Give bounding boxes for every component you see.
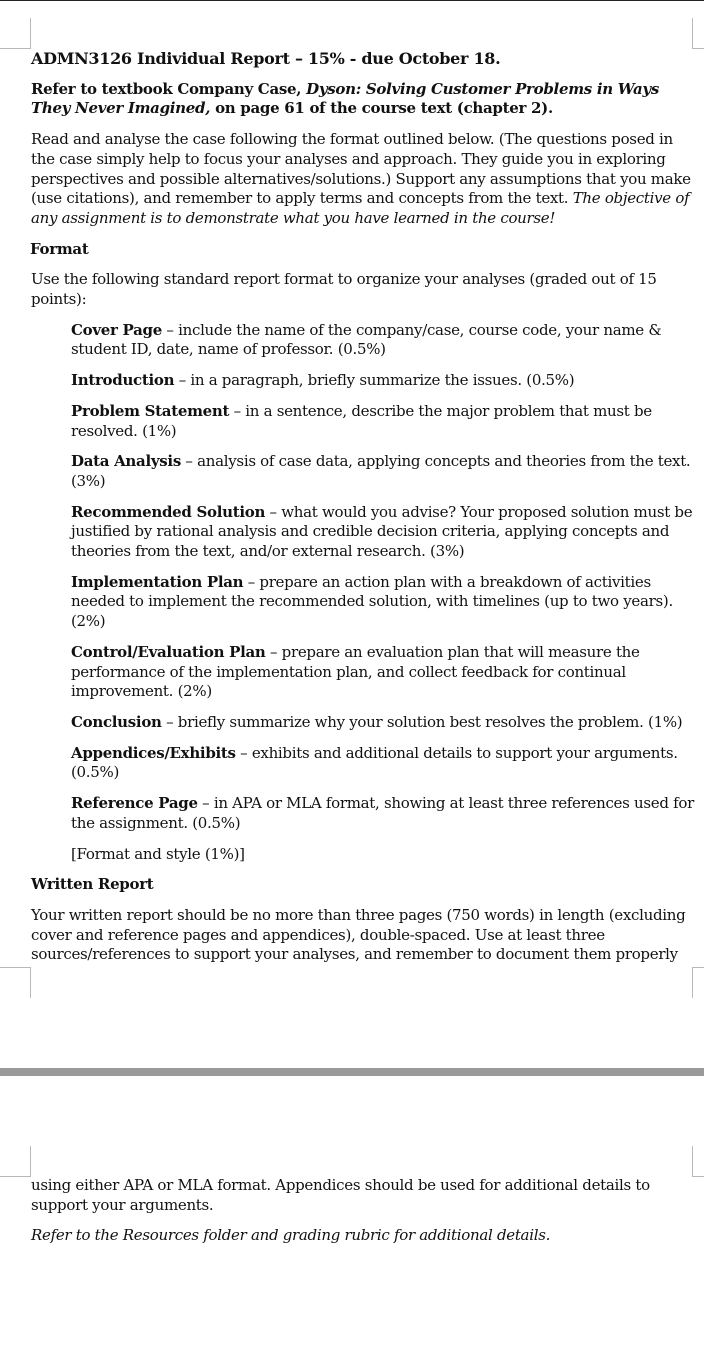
format-section-item [71, 744, 697, 783]
crop-mark-bottom-left [0, 967, 31, 998]
format-section-item [71, 713, 697, 733]
format-section-item [71, 452, 697, 491]
format-section-item [71, 321, 697, 360]
crop-mark-top-left [0, 18, 31, 49]
format-sections-list [31, 321, 697, 834]
section-description: – prepare an evaluation plan that will measure the performance of the implementation plan, and collect feedback for continual improvement. (2%) [71, 642, 640, 701]
section-description: – prepare an action plan with a breakdown of activities needed to implement the recommended solution, with timelines (up to two years). (2%) [71, 572, 673, 631]
crop-mark-top-left [0, 1146, 31, 1177]
format-style-item: [Format and style (1%)] [71, 844, 245, 863]
section-description: – in APA or MLA format, showing at least three references used for the assignment. (0.5%) [71, 794, 694, 832]
crop-mark-top-right [692, 18, 704, 49]
written-report-heading: Written Report [31, 875, 154, 894]
format-section-item [71, 402, 697, 441]
section-name: Recommended Solution [71, 502, 266, 521]
format-section-item [71, 573, 697, 632]
format-section-item [71, 371, 697, 391]
format-section-item [71, 503, 697, 562]
refer-suffix: on page 61 of the course text (chapter 2). [210, 99, 553, 118]
closing-note: Refer to the Resources folder and grading rubric for additional details. [31, 1226, 551, 1245]
intro-text: Read and analyse the case following the format outlined below. (The questions posed in the case simply help to focus your analyses and approach. They guide you in exploring perspectives and possible alternatives/solutions.) Support any assumptions that you make (use citations), and remember to apply terms and concepts from the text. [31, 130, 691, 208]
refer-prefix: Refer to textbook Company Case, [31, 79, 307, 98]
section-name: Implementation Plan [71, 572, 244, 591]
section-name: Control/Evaluation Plan [71, 642, 266, 661]
section-description: – include the name of the company/case, course code, your name & student ID, date, name of professor. (0.5%) [71, 320, 662, 359]
intro-emphasis: The objective of any assignment is to demonstrate what you have learned in the course! [31, 189, 690, 227]
section-name: Appendices/Exhibits [71, 743, 236, 762]
page-1-body [31, 49, 697, 976]
written-report-text: Your written report should be no more than three pages (750 words) in length (excluding cover and reference pages and appendices), double-spaced. Use at least three sources/references to support your analyses, and remember to document them properly [31, 905, 686, 964]
section-description: – what would you advise? Your proposed solution must be justified by rational analysis and credible decision criteria, applying concepts and theories from the text, and/or external research. (3%) [71, 502, 693, 561]
section-description: – exhibits and additional details to support your arguments. (0.5%) [71, 743, 678, 782]
assignment-title: ADMN3126 Individual Report – 15% - due October 18. [31, 49, 501, 68]
section-description: – in a paragraph, briefly summarize the issues. (0.5%) [174, 371, 575, 390]
format-section-item [71, 794, 697, 833]
section-name: Data Analysis [71, 452, 181, 471]
intro-paragraph [31, 130, 697, 229]
page-separator [0, 1068, 704, 1076]
section-name: Conclusion [71, 712, 162, 731]
page-2-body [31, 1176, 697, 1257]
format-section-item [71, 643, 697, 702]
document-page-2 [0, 1076, 704, 1347]
refer-textbook [31, 80, 697, 119]
format-intro: Use the following standard report format to organize your analyses (graded out of 15 points): [31, 270, 657, 309]
section-name: Introduction [71, 371, 175, 390]
section-name: Problem Statement [71, 401, 230, 420]
continuation-text: using either APA or MLA format. Appendices should be used for additional details to support your arguments. [31, 1176, 650, 1214]
case-title: Dyson: Solving Customer Problems in Ways They Never Imagined, [31, 79, 659, 118]
crop-mark-top-right [692, 1146, 704, 1177]
section-description: – analysis of case data, applying concepts and theories from the text. (3%) [71, 452, 691, 490]
section-description: – in a sentence, describe the major problem that must be resolved. (1%) [71, 401, 652, 440]
section-name: Reference Page [71, 794, 198, 813]
section-description: – briefly summarize why your solution best resolves the problem. (1%) [161, 712, 683, 731]
format-heading: Format [30, 239, 89, 258]
section-name: Cover Page [71, 320, 162, 339]
